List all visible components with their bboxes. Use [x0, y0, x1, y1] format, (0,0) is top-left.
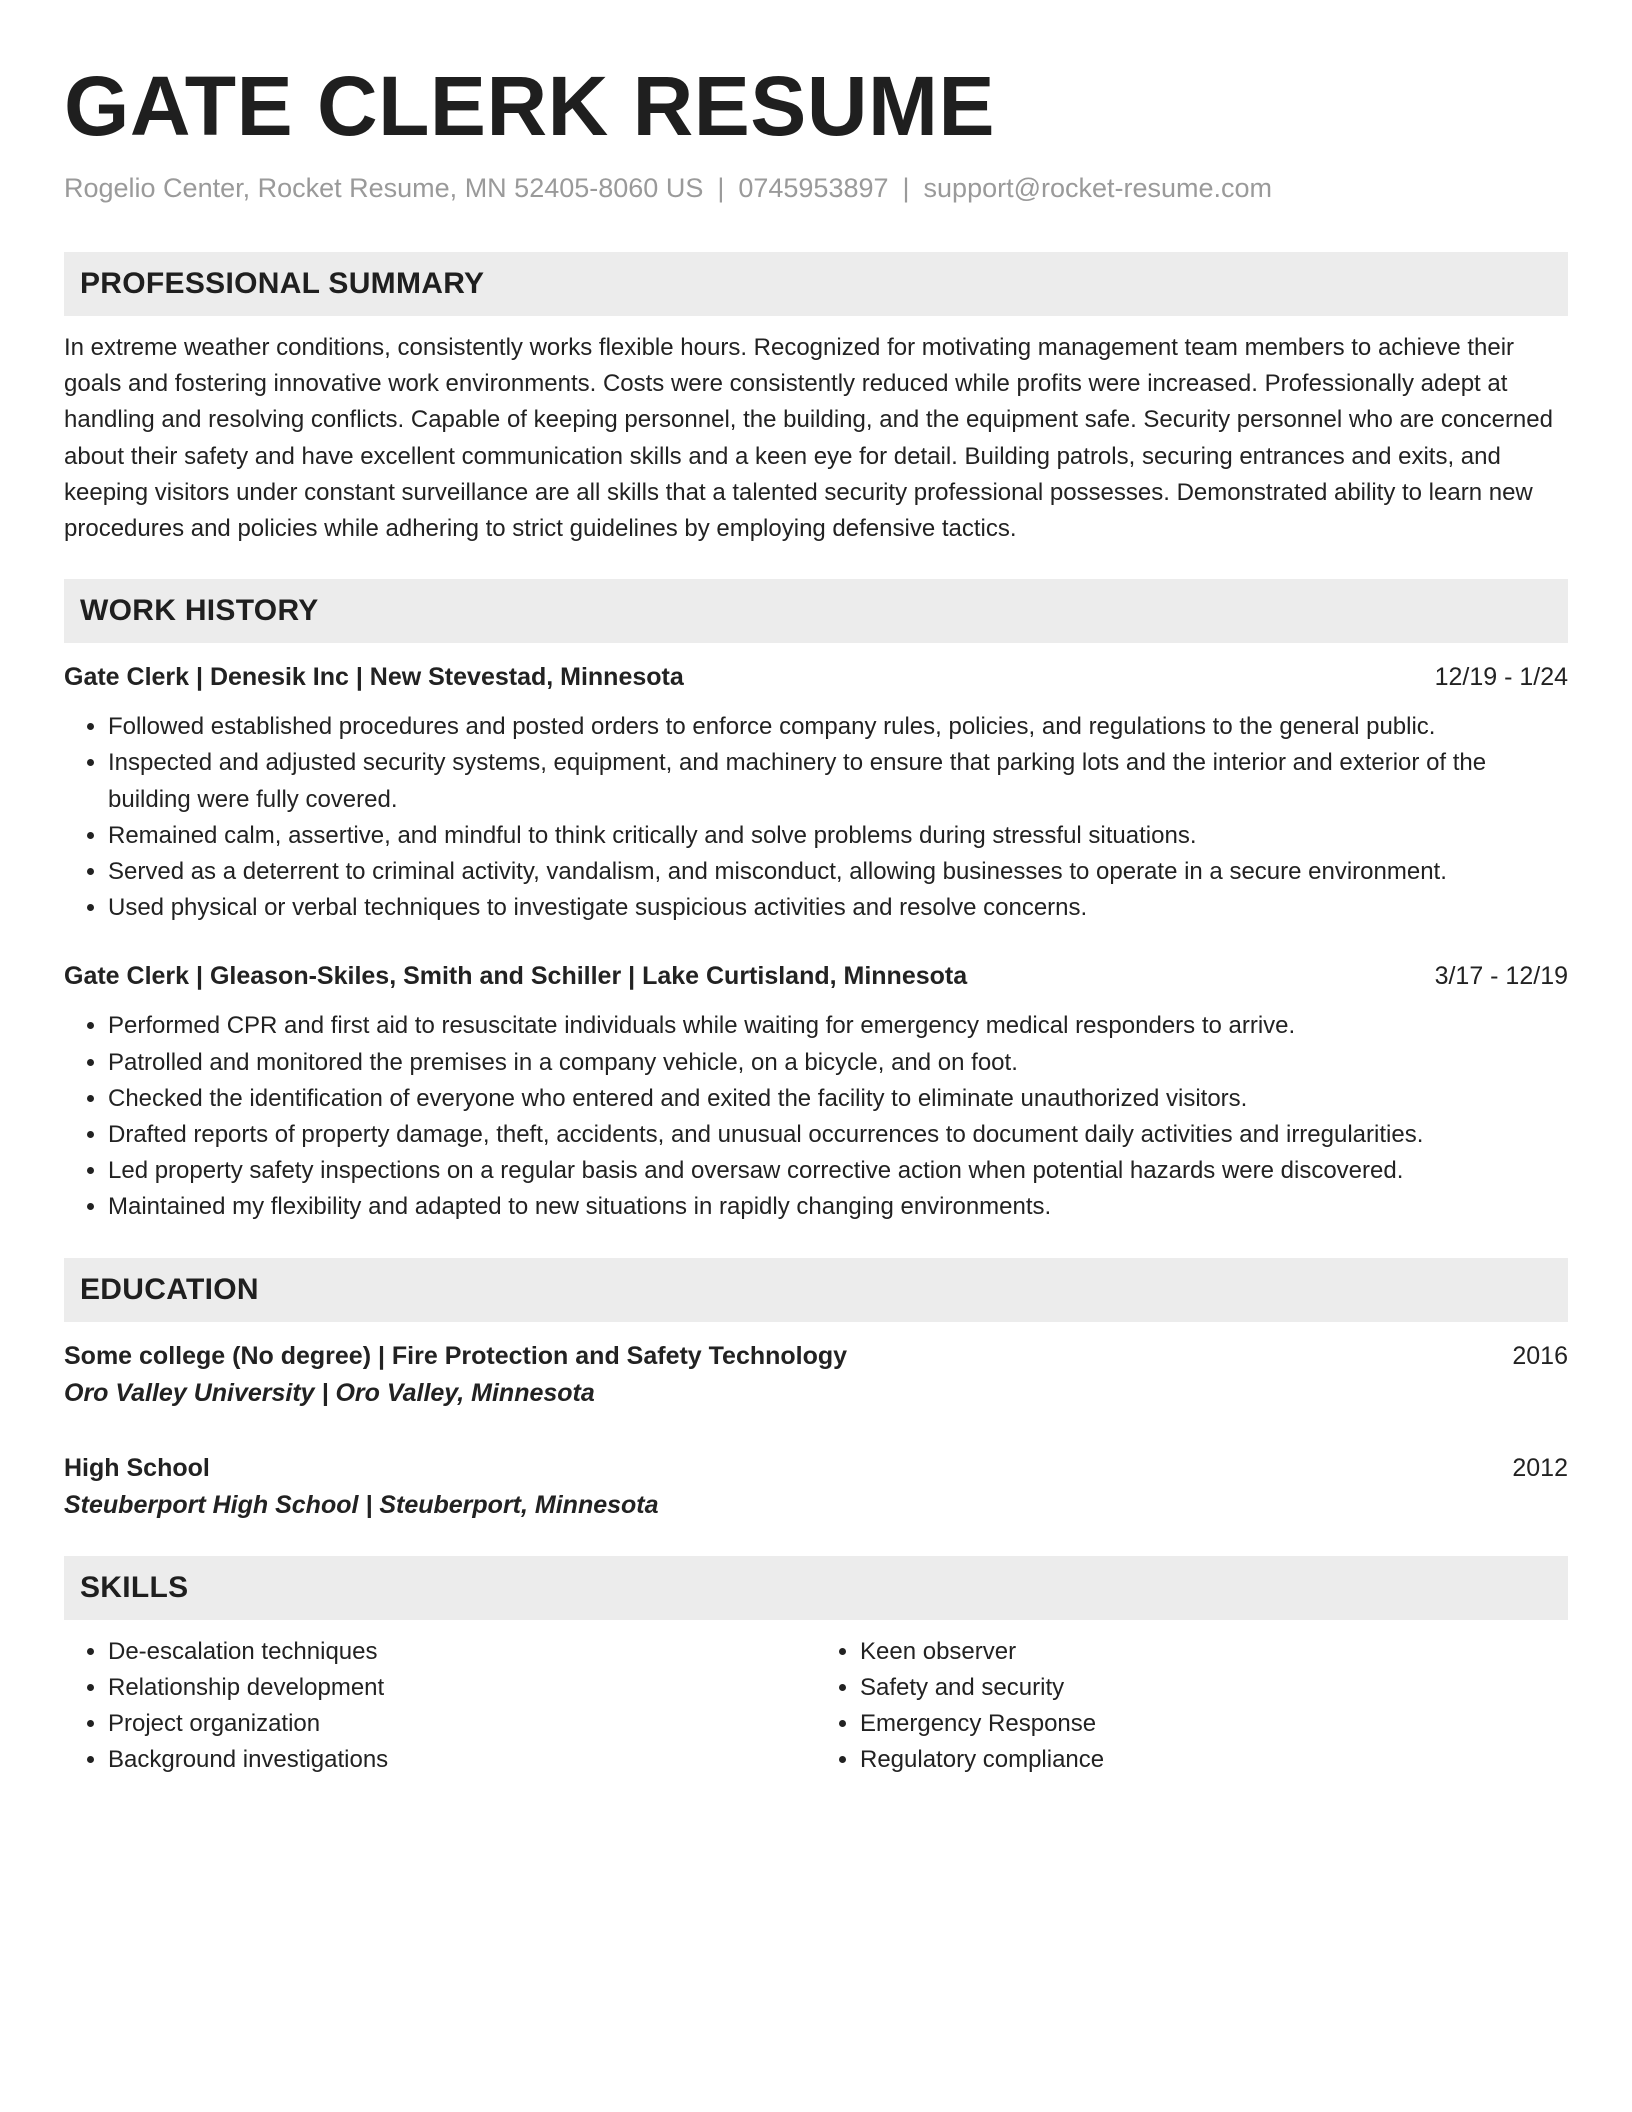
education-entry [64, 1338, 1568, 1412]
section-heading-summary: PROFESSIONAL SUMMARY [64, 252, 1568, 316]
education-header [64, 1450, 1568, 1486]
skill-item: • De-escalation techniques [108, 1634, 816, 1670]
job-title-line: Gate Clerk | Denesik Inc | New Stevestad, Minnesota [64, 663, 684, 692]
job-bullet: • Used physical or verbal techniques to investigate suspicious activities and resolve concerns. [108, 890, 1568, 926]
job-bullet: • Drafted reports of property damage, theft, accidents, and unusual occurrences to document daily activities and irregularities. [108, 1117, 1568, 1153]
address-text: Rogelio Center, Rocket Resume, MN 52405-8060 US [64, 173, 704, 203]
job-bullet: • Checked the identification of everyone who entered and exited the facility to eliminate unauthorized visitors. [108, 1081, 1568, 1117]
education-school-line: Oro Valley University | Oro Valley, Minnesota [64, 1378, 595, 1407]
skill-item: • Regulatory compliance [860, 1742, 1568, 1778]
education-school-line: Steuberport High School | Steuberport, Minnesota [64, 1490, 659, 1519]
job-bullet-list [64, 1008, 1568, 1225]
education-title-line: Some college (No degree) | Fire Protection and Safety Technology [64, 1341, 848, 1370]
section-heading-skills: SKILLS [64, 1556, 1568, 1620]
job-bullet: • Led property safety inspections on a regular basis and oversaw corrective action when potential hazards were discovered. [108, 1153, 1568, 1189]
education-entry [64, 1450, 1568, 1524]
education-year: 2016 [1512, 1341, 1568, 1370]
job-dates: 12/19 - 1/24 [1434, 663, 1568, 692]
skill-item: • Emergency Response [860, 1706, 1568, 1742]
job-entry [64, 659, 1568, 926]
skills-grid [64, 1634, 1568, 1779]
education-year: 2012 [1512, 1453, 1568, 1482]
section-heading-work-history: WORK HISTORY [64, 579, 1568, 643]
summary-paragraph: In extreme weather conditions, consistently works flexible hours. Recognized for motivating management team members to achieve their goals and fostering innovative work environments. Costs were consistently reduced while profits were increased. Professionally adept at handling and resolving conflicts. Capable of keeping personnel, the building, and the equipment safe. Security personnel who are concerned about their safety and have excellent communication skills and a keen eye for detail. Building patrols, securing entrances and exits, and keeping visitors under constant surveillance are all skills that a talented security professional possesses. Demonstrated ability to learn new procedures and policies while adhering to strict guidelines by employing defensive tactics. [64, 334, 1553, 543]
skills-column-right [816, 1634, 1568, 1779]
contact-line [64, 168, 1568, 208]
job-bullet: • Followed established procedures and posted orders to enforce company rules, policies, and regulations to the general public. [108, 709, 1568, 745]
job-bullet: • Served as a deterrent to criminal activity, vandalism, and misconduct, allowing businesses to operate in a secure environment. [108, 854, 1568, 890]
job-bullet: • Maintained my flexibility and adapted to new situations in rapidly changing environments. [108, 1189, 1568, 1225]
skill-item: • Keen observer [860, 1634, 1568, 1670]
job-bullet: • Performed CPR and first aid to resuscitate individuals while waiting for emergency medical responders to arrive. [108, 1008, 1568, 1044]
contact-separator: | [717, 173, 725, 203]
phone-text: 0745953897 [738, 173, 889, 203]
skill-item: • Safety and security [860, 1670, 1568, 1706]
job-entry [64, 958, 1568, 1225]
education-header [64, 1338, 1568, 1374]
contact-separator: | [902, 173, 910, 203]
job-bullet: • Inspected and adjusted security systems, equipment, and machinery to ensure that parking lots and the interior and exterior of the building were fully covered. [108, 745, 1568, 817]
job-header [64, 659, 1568, 695]
skills-column-left [64, 1634, 816, 1779]
skill-item: • Background investigations [108, 1742, 816, 1778]
job-title-line: Gate Clerk | Gleason-Skiles, Smith and Schiller | Lake Curtisland, Minnesota [64, 962, 968, 991]
education-title-line: High School [64, 1453, 210, 1482]
skills-list [64, 1634, 816, 1779]
job-bullet-list [64, 709, 1568, 926]
skill-item: • Relationship development [108, 1670, 816, 1706]
page-title: GATE CLERK RESUME [64, 59, 995, 153]
job-bullet: • Patrolled and monitored the premises in a company vehicle, on a bicycle, and on foot. [108, 1045, 1568, 1081]
skills-list [816, 1634, 1568, 1779]
job-dates: 3/17 - 12/19 [1434, 962, 1568, 991]
job-bullet: • Remained calm, assertive, and mindful to think critically and solve problems during stressful situations. [108, 818, 1568, 854]
job-header [64, 958, 1568, 994]
email-text: support@rocket-resume.com [923, 173, 1273, 203]
skill-item: • Project organization [108, 1706, 816, 1742]
section-heading-education: EDUCATION [64, 1258, 1568, 1322]
